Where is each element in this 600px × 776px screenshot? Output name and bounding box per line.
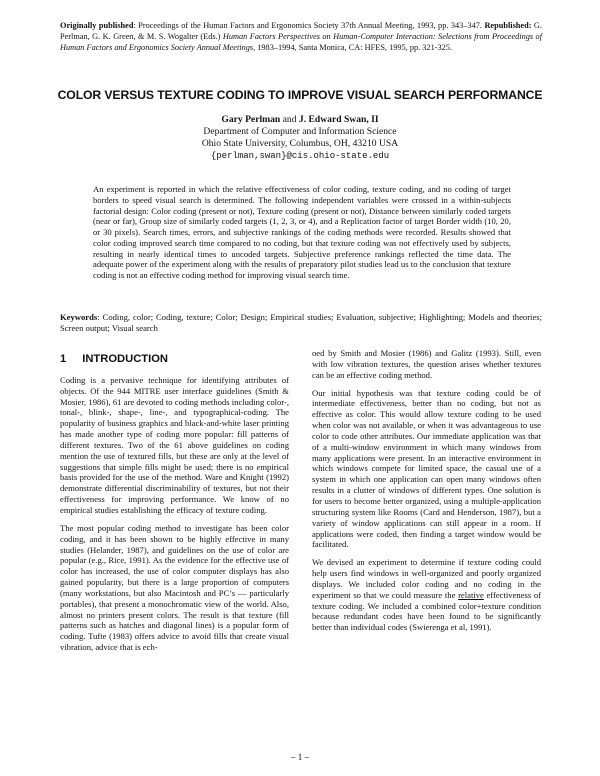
- paragraph-text: We devised an experiment to determine if texture coding could help users find windows in well-organized and poorly organized displays. We included color coding and no coding in the experiment so that we could measure the: [312, 557, 541, 600]
- author-university: Ohio State University, Columbus, OH, 43210 USA: [201, 138, 399, 149]
- section-title: INTRODUCTION: [82, 353, 168, 365]
- paragraph: The most popular coding method to investigate has been color coding, and it has been shown to be highly effective in many studies (Helander, 1987), and guidelines on the use of color are popular (e.g., Rice, 1991). As the evidence for the effective use of color has increased, the use of color computer displays has also gained popularity, but there is a large proportion of computers (many workstations, but also Macintosh and PC’s — particularly portables), that present a monochromatic view of the world. Also, almost no printers present colors. The result is that texture (fill patterns such as hatches and diagonal lines) is a popular form of coding. Tufte (1983) offers advice to avoid fills that create visual vibration, advice that is ech-: [60, 522, 289, 653]
- underlined-word: relative: [458, 589, 484, 600]
- keywords-label: Keywords: [60, 312, 98, 322]
- publication-note: [60, 20, 542, 53]
- author-names: [100, 114, 500, 126]
- section-number: 1: [60, 353, 67, 365]
- page-number: – 1 –: [291, 752, 309, 762]
- published-text: : Proceedings of the Human Factors and Ergonomics Society 37th Annual Meeting, 1993, pp. 343–347.: [133, 21, 485, 30]
- author-block: [100, 114, 500, 162]
- keywords: [60, 312, 542, 334]
- published-label: Originally published: [60, 21, 134, 30]
- paragraph: oed by Smith and Mosier (1986) and Galitz (1993). Still, even with low vibration textures, the question arises whether textures can be an effective coding method.: [312, 348, 541, 380]
- republished-authors: G. Perlman, G. K. Green, & M. S. Wogalter (Eds.): [60, 21, 542, 41]
- book-details: , 1983–1994, Santa Monica, CA: HFES, 1995, pp. 321-325.: [253, 43, 452, 52]
- book-title: Human Factors Perspectives on Human-Computer Interaction: Selections from Proceedings of Human Factors and Ergonomics Society Annual Meetings: [60, 32, 543, 52]
- author-email: {perlman,swan}@cis.ohio-state.edu: [210, 151, 390, 161]
- author-conjunction: and: [280, 114, 299, 125]
- section-heading: [60, 354, 289, 365]
- right-column: [312, 348, 541, 640]
- paragraph-text: effectiveness of texture coding. We included a combined color+texture condition because redundant codes have been found to be significantly better than individual codes (Swierenga et al, 1991).: [312, 589, 542, 633]
- author-2: J. Edward Swan, II: [298, 114, 379, 125]
- republished-label: Republished:: [484, 21, 532, 30]
- author-department: Department of Computer and Information Science: [203, 126, 397, 137]
- left-column: [60, 348, 289, 660]
- abstract: An experiment is reported in which the relative effectiveness of color coding, texture coding, and no coding of target borders to speed visual search is determined. The following independent variables were crossed in a within-subjects factorial design: Color coding (present or not), Texture coding (present or not), Distance between similarly coded targets (near or far), Group size of similarly coded targets (1, 2, 3, or 4), and a Replication factor of target Border width (10, 20, or 30 pixels). Search times, errors, and subjective rankings of the coding methods were recorded. Results showed that color coding improved search time compared to no coding, but that texture coding was not effectively used by subjects, resulting in nearly identical times to uncoded targets. Subjective preference rankings reflected the time data. The adequate power of the experiment along with the results of preparatory pilot studies lead us to the conclusion that texture coding is not an effective coding method for improving visual search time.: [93, 184, 511, 280]
- keywords-text: : Coding, color; Coding, texture; Color; Design; Empirical studies; Evaluation, subjective; Highlighting; Models and theories; Screen output; Visual search: [60, 312, 542, 333]
- paragraph: Coding is a pervasive technique for identifying attributes of objects. Of the 944 MITRE user interface guidelines (Smith & Mosier, 1986), 61 are devoted to coding methods including color-, tonal-, blink-, shape-, line-, and typographical-coding. The popularity of business graphics and black-and-white laser printing has made another type of coding more popular: fill patterns of different textures. Two of the 61 above guidelines on coding mention the use of textured fills, but these are only at the level of suggestions that simple fills might be used; there is no empirical basis provided for the use of the method. Ware and Knight (1992) demonstrate differential discriminability of textures, but not their effectiveness for improving performance. We know of no empirical studies establishing the efficacy of texture coding.: [60, 374, 289, 515]
- paragraph: [312, 557, 541, 633]
- author-1: Gary Perlman: [221, 114, 281, 125]
- paper-title: COLOR VERSUS TEXTURE CODING TO IMPROVE VISUAL SEARCH PERFORMANCE: [57, 88, 543, 102]
- paragraph: Our initial hypothesis was that texture coding could be of intermediate effectiveness, better than no coding, but not as effective as color. This would allow texture coding to be used when color was not available, or when it was advantageous to use color to code other attributes. Our immediate application was that of a multi-window environment in which many windows from many applications were present. In an interactive environment in which windows compete for limited space, the casual use of a system in which one application can open many windows often results in a clutter of windows of different types. One solution is for users to become better organized, using a multiple-application structuring system like Rooms (Card and Henderson, 1987), but a variety of window applications can still appear in a room. If applications were coded, then finding a target window would be facilitated.: [312, 387, 541, 550]
